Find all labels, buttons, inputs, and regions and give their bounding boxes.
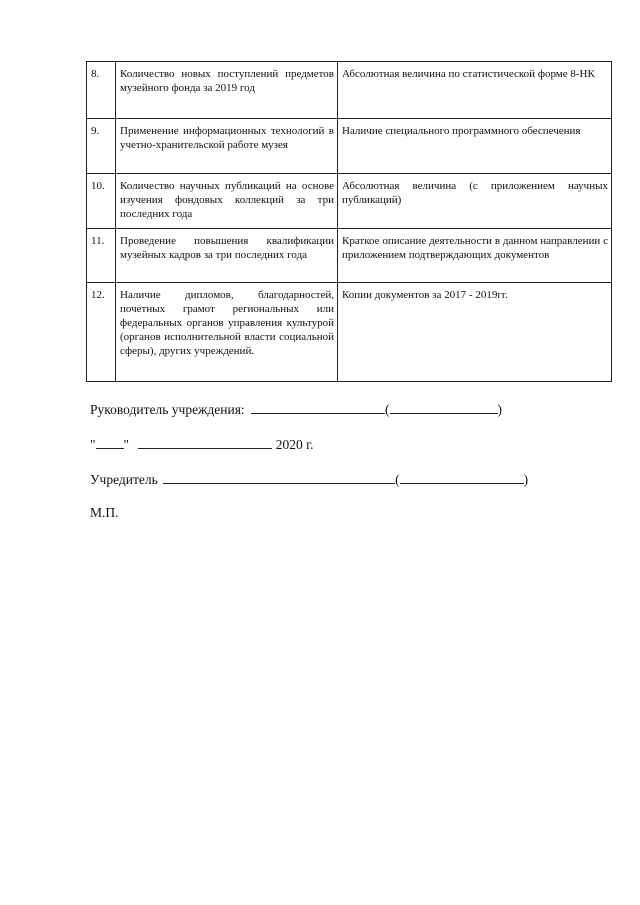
founder-signature-blank bbox=[163, 471, 395, 484]
criterion-name: Наличие дипломов, благодарностей, почетных грамот региональных или федеральных органов управления культурой (органов исполнительной власти социальной сферы), других учреждений. bbox=[116, 283, 338, 382]
close-paren: ) bbox=[523, 472, 529, 487]
row-number: 8. bbox=[87, 62, 116, 119]
row-number: 11. bbox=[87, 229, 116, 283]
criterion-description: Абсолютная величина (с приложением научных публикаций) bbox=[338, 174, 612, 229]
table-row bbox=[87, 62, 612, 119]
founder-label: Учредитель bbox=[90, 472, 158, 487]
quote-close: " bbox=[123, 437, 130, 452]
close-paren: ) bbox=[497, 402, 503, 417]
table-row bbox=[87, 229, 612, 283]
open-paren: ( bbox=[395, 472, 400, 487]
criterion-name: Применение информационных технологий в учетно-хранительской работе музея bbox=[116, 119, 338, 174]
criteria-table bbox=[86, 61, 612, 382]
open-paren: ( bbox=[385, 402, 390, 417]
row-number: 12. bbox=[87, 283, 116, 382]
row-number: 9. bbox=[87, 119, 116, 174]
criterion-name: Проведение повышения квалификации музейных кадров за три последних года bbox=[116, 229, 338, 283]
row-number: 10. bbox=[87, 174, 116, 229]
year-text: 2020 г. bbox=[275, 437, 314, 452]
day-blank bbox=[96, 436, 124, 449]
criterion-description: Краткое описание деятельности в данном направлении с приложением подтверждающих документов bbox=[338, 229, 612, 283]
criterion-description: Наличие специального программного обеспечения bbox=[338, 119, 612, 174]
founder-signature-line bbox=[90, 471, 528, 488]
month-blank bbox=[138, 436, 272, 449]
founder-name-blank bbox=[400, 471, 524, 484]
table-row bbox=[87, 174, 612, 229]
table-row bbox=[87, 119, 612, 174]
head-signature-line bbox=[90, 401, 502, 418]
head-label: Руководитель учреждения: bbox=[90, 402, 245, 417]
criterion-name: Количество новых поступлений предметов музейного фонда за 2019 год bbox=[116, 62, 338, 119]
head-name-blank bbox=[390, 401, 498, 414]
stamp-place: М.П. bbox=[90, 505, 119, 520]
head-signature-blank bbox=[251, 401, 385, 414]
quote-open: " bbox=[90, 437, 96, 452]
criterion-description: Абсолютная величина по статистической форме 8-НК bbox=[338, 62, 612, 119]
date-line bbox=[90, 436, 314, 453]
criterion-name: Количество научных публикаций на основе изучения фондовых коллекций за три последних года bbox=[116, 174, 338, 229]
table-row bbox=[87, 283, 612, 382]
criterion-description: Копии документов за 2017 - 2019гг. bbox=[338, 283, 612, 382]
